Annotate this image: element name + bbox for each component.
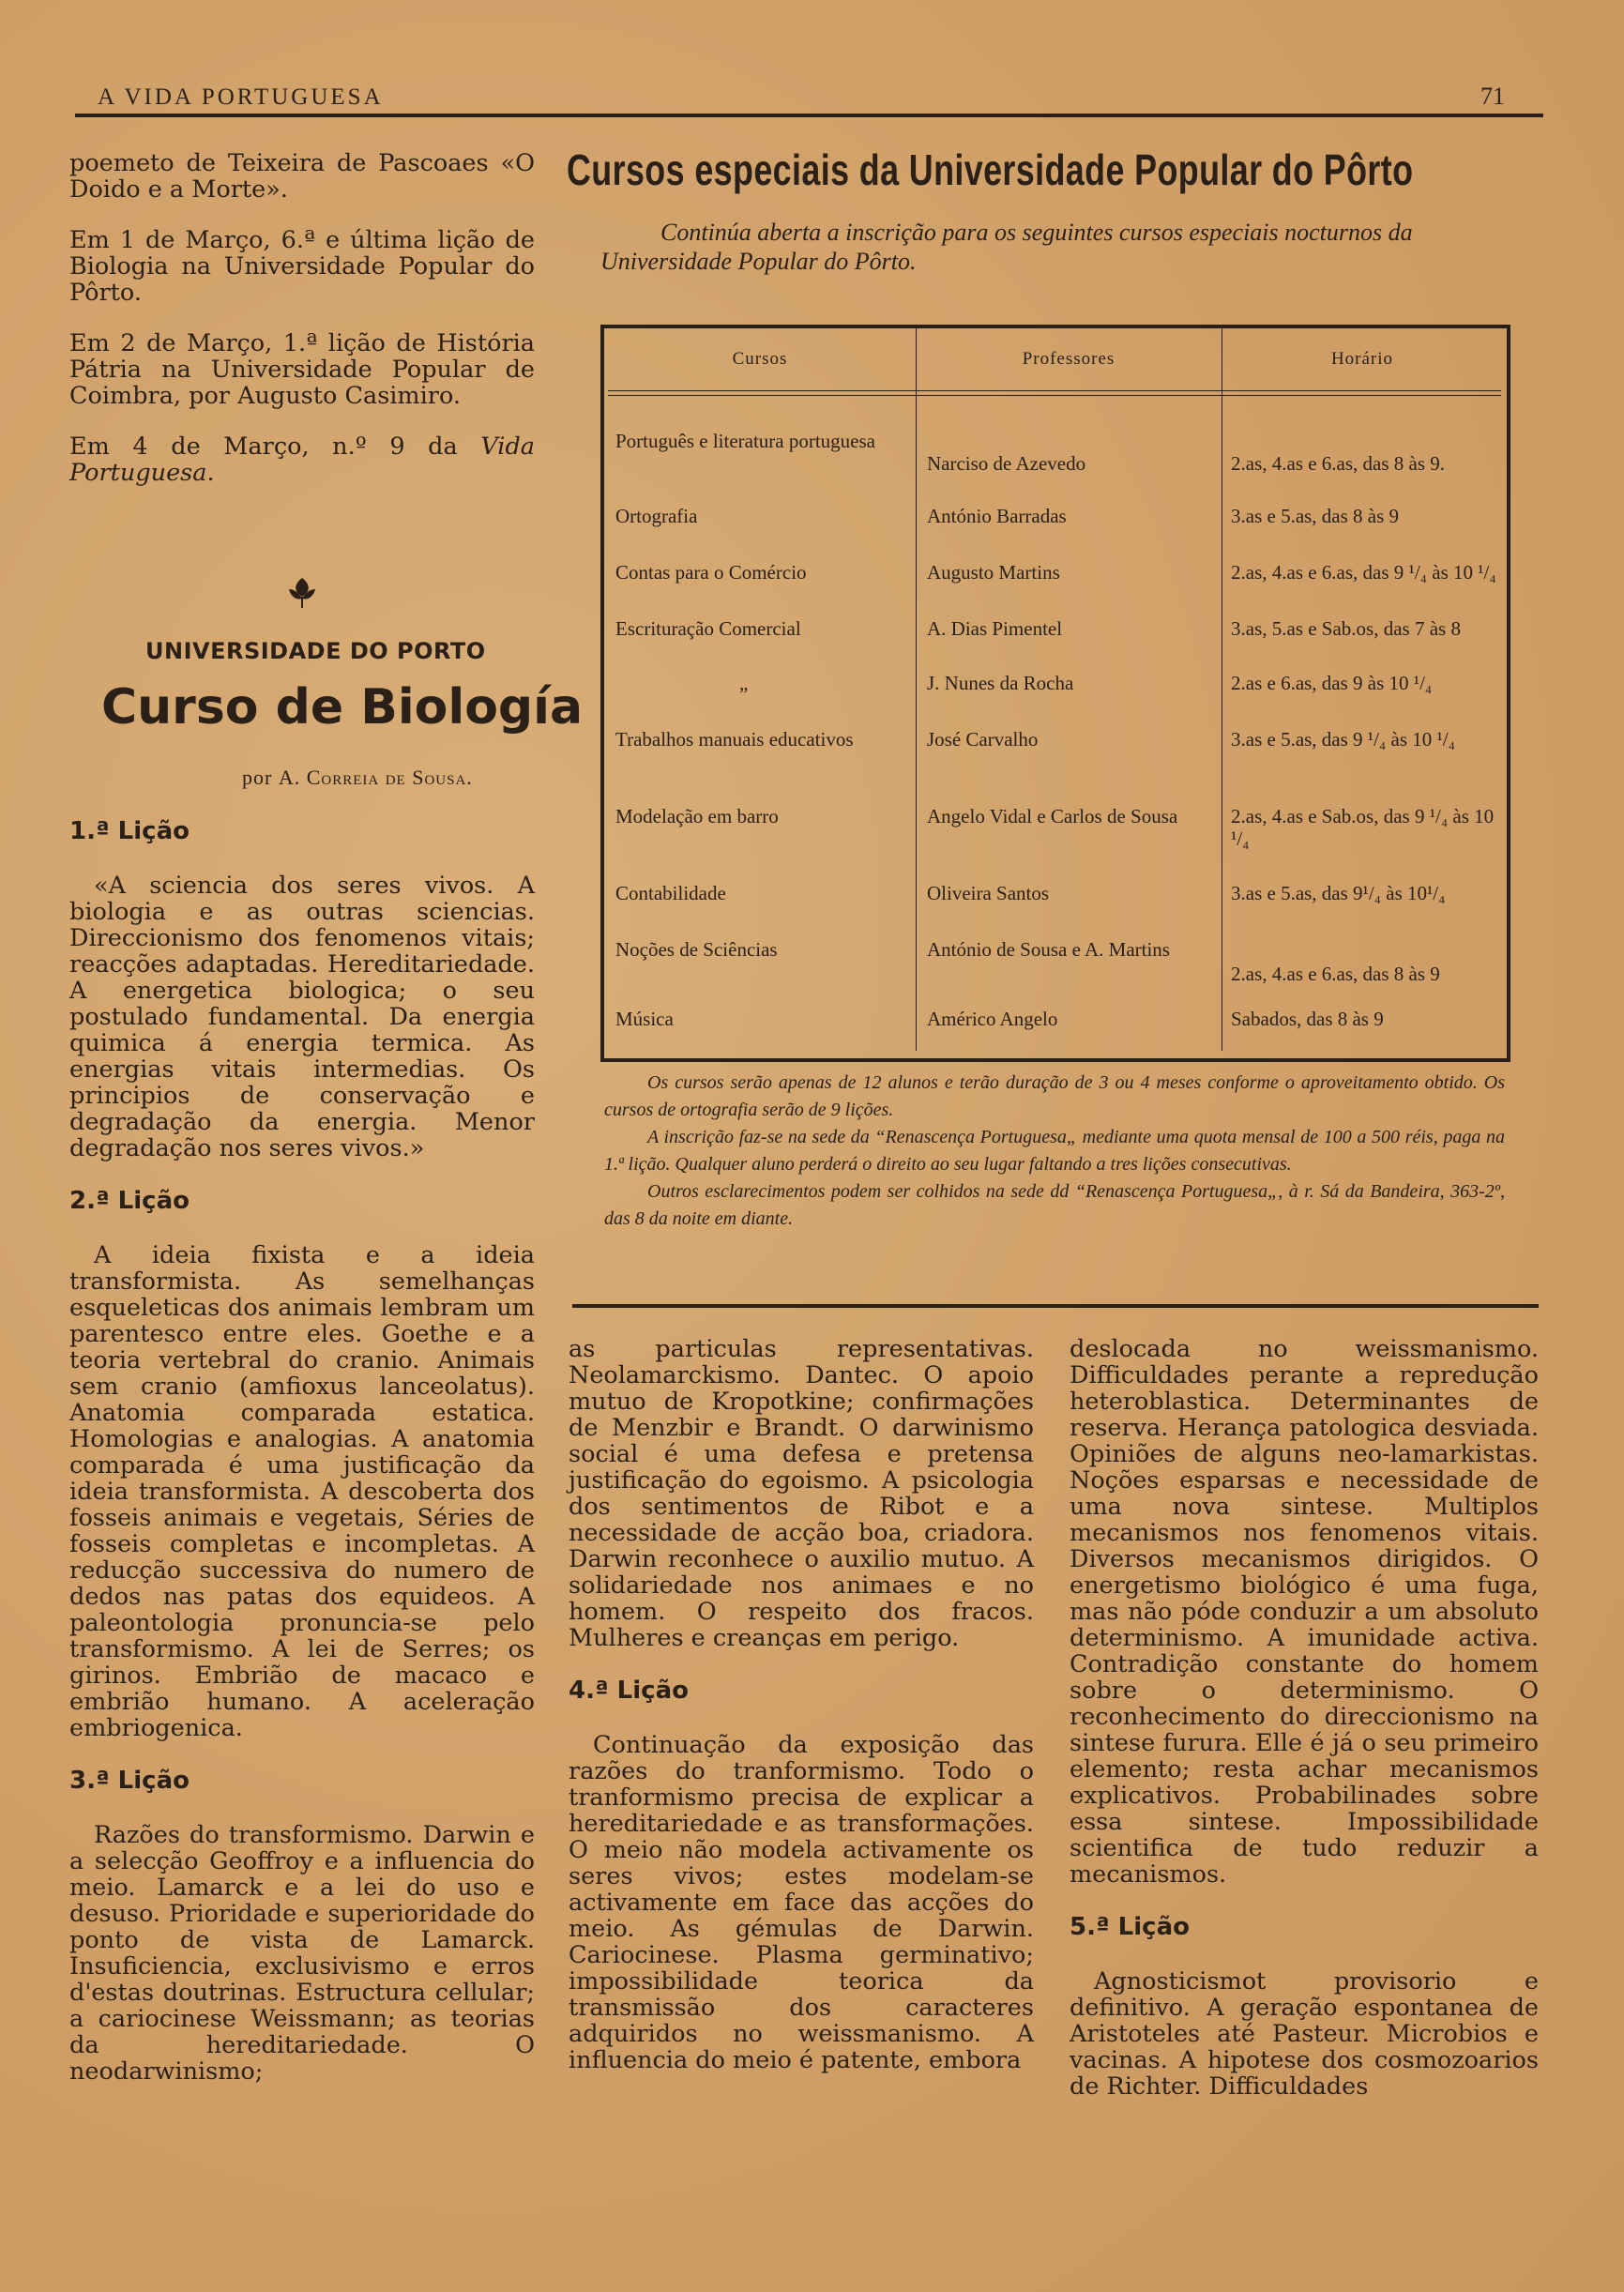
lesson-text: Agnosticismot provisorio e definitivo. A geração espontanea de Aristoteles até Pasteur. Microbios e vacinas. A hipotese dos cosmozoarios de Richter. Difficuldades — [1070, 1967, 1539, 2101]
course-schedule: 3.as e 5.as, das 9 ¹/₄ às 10 ¹/₄ — [1231, 728, 1455, 751]
news-item-text: Em 4 de Março, n.º 9 da — [69, 433, 458, 461]
course-name: Noções de Sciências — [615, 938, 778, 961]
notice-note: Os cursos serão apenas de 12 alunos e terão duração de 3 ou 4 meses conforme o aproveitamento obtido. Os cursos de ortografia serão de 9 lições. — [604, 1072, 1505, 1120]
course-professor: Narciso de Azevedo — [927, 452, 1086, 475]
notice-note: A inscrição faz-se na sede da “Renascença Portuguesa„ mediante uma quota mensal de 100 a 500 réis, paga na 1.ª lição. Qualquer aluno perderá o direito ao seu lugar faltando a tres lições consecutivas. — [604, 1127, 1505, 1175]
lessons-middle — [569, 1336, 1034, 2073]
course-professor: Angelo Vidal e Carlos de Sousa — [927, 805, 1178, 827]
course-schedule: 3.as, 5.as e Sab.os, das 7 às 8 — [1231, 617, 1461, 640]
course-professor: Oliveira Santos — [927, 882, 1050, 904]
course-professor: J. Nunes da Rocha — [927, 672, 1074, 694]
lesson-heading: 2.ª Lição — [69, 1187, 190, 1215]
table-header-rule — [608, 390, 1501, 396]
table-divider — [916, 328, 917, 1051]
page-number: 71 — [1480, 83, 1505, 110]
course-table — [600, 325, 1510, 1062]
course-schedule: 2.as e 6.as, das 9 às 10 ¹/₄ — [1231, 672, 1433, 694]
section-rule — [572, 1304, 1539, 1308]
news-items — [69, 150, 535, 486]
notice-notes — [604, 1070, 1505, 1233]
course-schedule: 3.as e 5.as, das 9¹/₄ às 10¹/₄ — [1231, 882, 1446, 904]
author-byline — [242, 766, 473, 790]
table-header: Cursos — [732, 349, 788, 369]
news-item: Em 2 de Março, 1.ª lição de História Pátria na Universidade Popular de Coimbra, por Augusto Casimiro. — [69, 329, 535, 410]
header-rule — [75, 114, 1543, 117]
course-name: Contas para o Comércio — [615, 561, 807, 584]
course-name: Trabalhos manuais educativos — [615, 728, 854, 751]
course-name: Português e literatura portuguesa — [615, 430, 875, 452]
lesson-text: deslocada no weissmanismo. Difficuldades perante a repredução heteroblastica. Determinantes de reserva. Herança patologica desviada. Opiniões de alguns neo-lamarkistas. Noções esparsas e necessidade de uma nova sintese. Multiplos mecanismos nos fenomenos vitais. Diversos mecanismos dirigidos. O energetismo biológico é uma fuga, mas não póde conduzir a um absoluto determinismo. A imunidade activa. Contradição constante do homem sobre o determinismo. O reconhecimento do direccionismo na sintese furura. Elle é já o seu primeiro elemento; resta achar mecanismos explicativos. Probabilinades sobre essa sintese. Impossibilidade scientifica de tudo reduzir a mecanismos. — [1070, 1335, 1539, 1889]
course-schedule: 2.as, 4.as e 6.as, das 9 ¹/₄ às 10 ¹/₄ — [1231, 561, 1496, 584]
lessons-right — [1070, 1336, 1539, 2100]
journal-name: Vida Portuguesa — [69, 433, 535, 487]
notice-title: Cursos especiais da Universidade Popular do Pôrto — [567, 145, 1414, 194]
lesson-heading: 3.ª Lição — [69, 1767, 190, 1795]
news-item: Em 4 de Março, n.º 9 da Vida Portuguesa. — [69, 433, 535, 487]
notice-note: Outros esclarecimentos podem ser colhidos na sede dd “Renascença Portuguesa„, à r. Sá da Bandeira, 363-2º, das 8 da noite em diante. — [604, 1181, 1505, 1229]
lesson-text: Razões do transformismo. Darwin e a selecção Geoffroy e a influencia do meio. Lamarck e a lei do uso e desuso. Prioridade e superioridade do ponto de vista de Lamarck. Insuficiencia, exclusivismo e erros d'estas doutrinas. Estructura cellular; a cariocinese Weissmann; as teorias da hereditariedade. O neodarwinismo; — [69, 1821, 535, 2086]
author-prefix: por — [242, 766, 273, 789]
lesson-text: A ideia fixista e a ideia transformista. As semelhanças esqueleticas dos animais lembram um parentesco entre eles. Goethe e a teoria vertebral do cranio. Animais sem cranio (amfioxus lanceolatus). Anatomia comparada estatica. Homologias e analogias. A anatomia comparada é uma justificação da ideia transformista. A descoberta dos fosseis animais e vegetais, Séries de fosseis completas e incompletas. A reducção successiva do numero de dedos nas patas dos equideos. A paleontologia pronuncia-se pelo transformismo. A lei de Serres; os girinos. Embrião de macaco e embrião humano. A aceleração embriogenica. — [69, 1241, 535, 1742]
course-professor: Augusto Martins — [927, 561, 1060, 584]
author-name: A. Correia de Sousa. — [278, 766, 473, 789]
course-name: Contabilidade — [615, 882, 726, 904]
course-title: Curso de Biología — [101, 679, 584, 736]
course-schedule: 2.as, 4.as e 6.as, das 8 às 9 — [1231, 963, 1440, 985]
course-professor: A. Dias Pimentel — [927, 617, 1063, 640]
course-name: Música — [615, 1008, 674, 1030]
table-header: Horário — [1330, 349, 1394, 369]
notice-intro: Continúa aberta a inscrição para os seguintes cursos especiais nocturnos da Universidade Popular do Pôrto. — [600, 219, 1413, 275]
course-professor: Américo Angelo — [927, 1008, 1058, 1030]
course-schedule: Sabados, das 8 às 9 — [1231, 1008, 1384, 1030]
lesson-heading: 1.ª Lição — [69, 817, 190, 845]
course-name: „ — [739, 672, 749, 694]
course-schedule: 2.as, 4.as e 6.as, das 8 às 9. — [1231, 452, 1446, 475]
course-name: Ortografia — [615, 505, 698, 527]
news-item: Em 1 de Março, 6.ª e última lição de Biologia na Universidade Popular do Pôrto. — [69, 226, 535, 307]
lesson-heading: 4.ª Lição — [569, 1677, 689, 1705]
lesson-text: as particulas representativas. Neolamarckismo. Dantec. O apoio mutuo de Kropotkine; confirmações de Menzbir e Brandt. O darwinismo social é uma defesa e pretensa justificação do egoismo. A psicologia dos sentimentos de Ribot e a necessidade de acção boa, criadora. Darwin reconhece o auxilio mutuo. A solidariedade nos animaes e no homem. O respeito dos fracos. Mulheres e creanças em perigo. — [569, 1335, 1034, 1652]
running-header-title: A VIDA PORTUGUESA — [98, 84, 384, 110]
course-professor: José Carvalho — [927, 728, 1039, 751]
course-schedule: 3.as e 5.as, das 8 às 9 — [1231, 505, 1400, 527]
news-item: poemeto de Teixeira de Pascoaes «O Doido e a Morte». — [69, 149, 535, 204]
course-name: Escrituração Comercial — [615, 617, 801, 640]
lessons-left — [69, 818, 535, 2085]
lesson-text: «A sciencia dos seres vivos. A biologia e as outras sciencias. Direccionismo dos fenomenos vitais; reacções adaptadas. Hereditariedade. A energetica biologica; o seu postulado fundamental. Da energia quimica á energia termica. As energias vitais intermedias. Os principios de conservação e degradação da energia. Menor degradação nos seres vivos.» — [69, 872, 535, 1162]
leaf-fleuron-icon — [285, 576, 319, 610]
university-heading: UNIVERSIDADE DO PORTO — [145, 638, 486, 664]
table-header: Professores — [1022, 349, 1116, 369]
lesson-heading: 5.ª Lição — [1070, 1913, 1190, 1941]
lesson-text: Continuação da exposição das razões do tranformismo. Todo o tranformismo precisa de explicar a hereditariedade e as transformações. O meio não modela activamente os seres vivos; estes modelam-se activamente em face das acções do meio. As gémulas de Darwin. Cariocinese. Plasma germinativo; impossibilidade teorica da transmissão dos caracteres adquiridos no weissmanismo. A influencia do meio é patente, embora — [569, 1731, 1034, 2074]
course-name: Modelação em barro — [615, 805, 779, 827]
course-schedule: 2.as, 4.as e Sab.os, das 9 ¹/₄ às 10 ¹/₄ — [1231, 805, 1495, 850]
course-professor: António de Sousa e A. Martins — [927, 938, 1170, 961]
course-professor: António Barradas — [927, 505, 1067, 527]
